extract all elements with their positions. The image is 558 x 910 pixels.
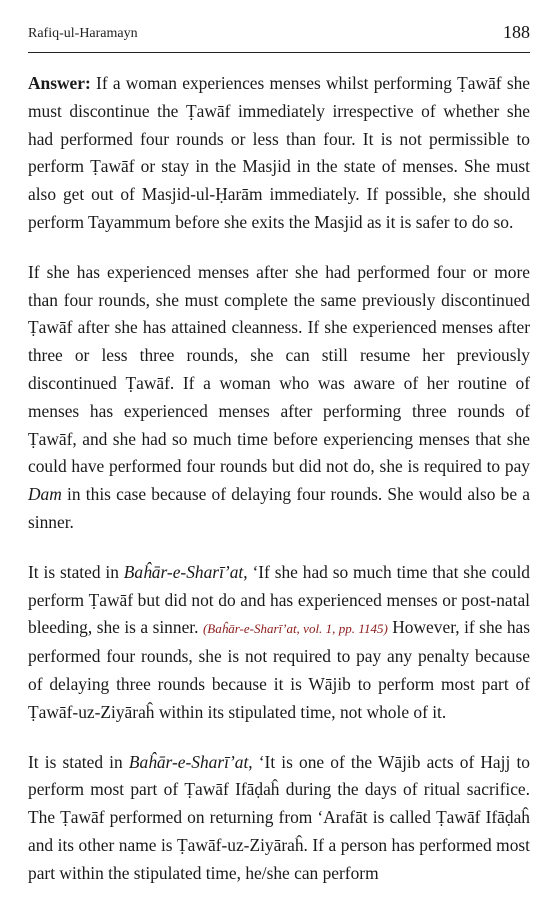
- book-name-italic-2: Baĥār-e-Sharī’at: [128, 751, 249, 772]
- rounds-text-after: in this case because of delaying four rounds. She would also be a sinner.: [28, 484, 530, 532]
- page-body: [28, 70, 530, 910]
- ifadah-text-before: It is stated in: [28, 751, 129, 772]
- book-title: Rafiq-ul-Haramayn: [28, 26, 138, 41]
- answer-text: If a woman experiences menses whilst performing Ṭawāf she must discontinue the Ṭawāf immediately irrespective of whether she had performed four rounds or less than four. It is not permissible to perform Ṭawāf or stay in the Masjid in the state of menses. She must also get out of Masjid-ul-Ḥarām immediately. If possible, she should perform Tayammum before she exits the Masjid as it is safer to do so.: [28, 73, 530, 232]
- citation-reference: (Baĥār-e-Sharī’at, vol. 1, pp. 1145): [202, 621, 388, 637]
- dam-term: Dam: [28, 484, 62, 505]
- book-name-italic: Baĥār-e-Sharī’at: [123, 561, 244, 582]
- paragraph-answer: [28, 70, 530, 237]
- paragraph-tawaf-ifadah: [28, 749, 530, 888]
- page-header: [28, 10, 530, 53]
- paragraph-citation: [28, 559, 530, 727]
- citation-text-after: However, if she has performed four rounds, she is not required to pay any penalty because of delaying three rounds because it is Wājib to perform most part of Ṭawāf-uz-Ziyāraĥ within its stipulated time, not whole of it.: [28, 617, 531, 722]
- rounds-text-before: If she has experienced menses after she had performed four or more than four rounds, she must complete the same previously discontinued Ṭawāf after she has attained cleanness. If she experienced menses after three or less three rounds, she can still resume her previously discontinued Ṭawāf. If a woman who was aware of her routine of menses has experienced menses after performing three rounds of Ṭawāf, and she had so much time before experiencing menses that she could have performed four rounds but did not do, she is required to pay: [28, 261, 530, 477]
- paragraph-rounds: [28, 259, 530, 537]
- answer-label: Answer:: [28, 73, 91, 93]
- page-number: 188: [503, 22, 530, 42]
- citation-text-before: It is stated in: [28, 561, 124, 582]
- ifadah-text-after: , ‘It is one of the Wājib acts of Hajj to perform most part of Ṭawāf Ifāḍaĥ during the days of ritual sacrifice. The Ṭawāf performed on returning from ‘Arafāt is called Ṭawāf Ifāḍaĥ and its other name is Ṭawāf-uz-Ziyāraĥ. If a person has performed most part within the stipulated time, he/she can perform: [28, 751, 530, 883]
- citation-text-mid: , ‘If she had so much time that she could perform Ṭawāf but did not do and has experienced menses or post-natal bleeding, she is a sinner.: [28, 561, 530, 638]
